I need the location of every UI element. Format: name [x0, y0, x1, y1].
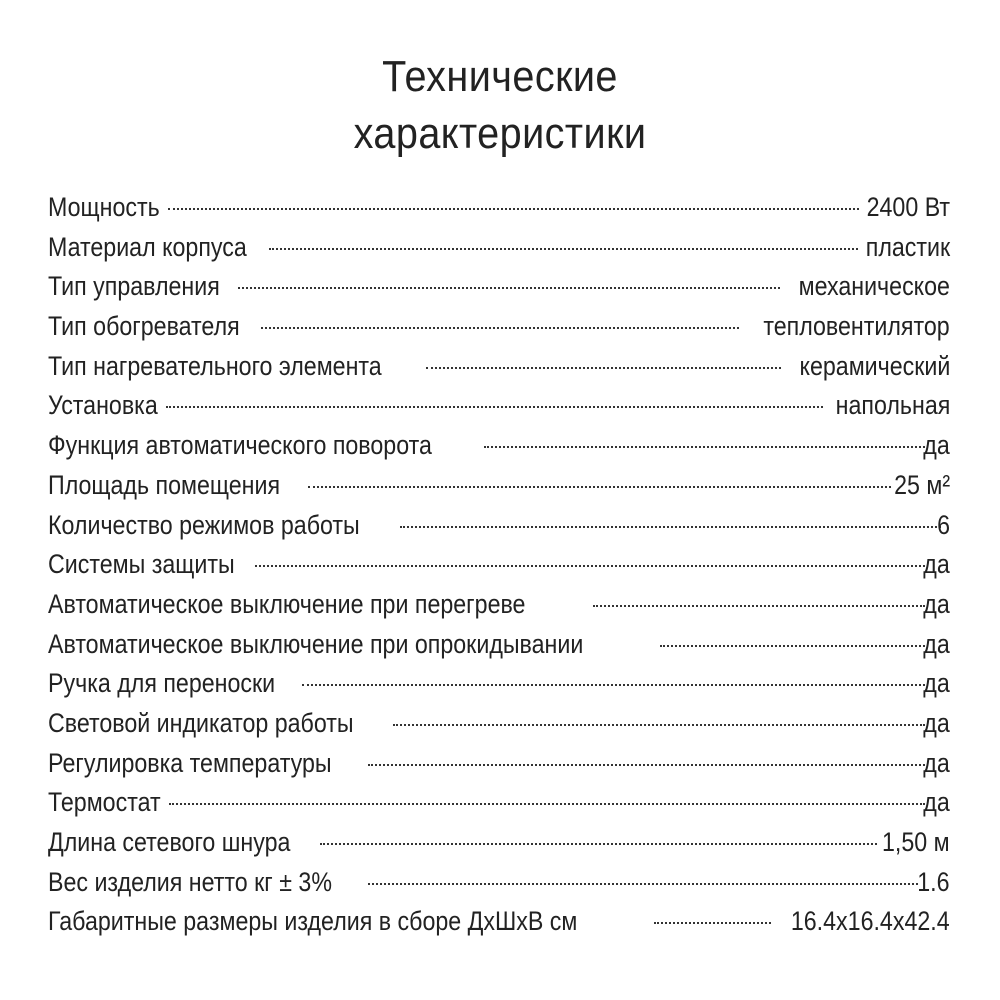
- spec-value: 16.4х16.4х42.4: [791, 906, 950, 937]
- spec-value: механическое: [798, 271, 950, 302]
- spec-label: Длина сетевого шнура: [48, 827, 291, 857]
- spec-value: керамический: [799, 350, 950, 381]
- dot-leader: [261, 327, 739, 329]
- spec-row-overheat-shutoff: [48, 585, 950, 625]
- spec-row-tipover-shutoff: [48, 625, 950, 665]
- dot-leader: [308, 486, 891, 488]
- spec-value: 2400 Вт: [866, 192, 950, 222]
- title-line-2: характеристики: [353, 109, 647, 158]
- spec-list: [48, 188, 950, 942]
- dot-leader: [393, 724, 925, 726]
- spec-row-temperature-control: [48, 744, 950, 784]
- spec-row-modes-count: [48, 506, 950, 546]
- spec-label: Автоматическое выключение при перегреве: [48, 588, 526, 619]
- spec-value: да: [923, 549, 950, 580]
- spec-label: Световой индикатор работы: [48, 707, 354, 738]
- spec-row-power: [48, 188, 950, 228]
- dot-leader: [660, 645, 925, 647]
- spec-label: Автоматическое выключение при опрокидывании: [48, 628, 584, 659]
- spec-value: да: [923, 707, 950, 738]
- dot-leader: [368, 764, 925, 766]
- spec-row-protection-systems: [48, 545, 950, 585]
- dot-leader: [166, 406, 823, 408]
- spec-value: да: [923, 747, 950, 778]
- dot-leader: [168, 208, 859, 210]
- spec-row-indicator-light: [48, 704, 950, 744]
- spec-label: Регулировка температуры: [48, 747, 332, 778]
- spec-label: Материал корпуса: [48, 231, 247, 262]
- spec-value: да: [923, 668, 950, 699]
- title-line-1: Технические: [382, 52, 618, 101]
- spec-label: Мощность: [48, 192, 160, 222]
- dot-leader: [320, 843, 877, 845]
- spec-label: Функция автоматического поворота: [48, 430, 432, 461]
- dot-leader: [654, 922, 772, 924]
- spec-row-cord-length: [48, 823, 950, 863]
- dot-leader: [400, 526, 940, 528]
- spec-row-control-type: [48, 267, 950, 307]
- dot-leader: [238, 287, 780, 289]
- spec-row-dimensions: [48, 902, 950, 942]
- spec-row-room-area: [48, 466, 950, 506]
- spec-value: напольная: [835, 390, 950, 421]
- dot-leader: [269, 248, 858, 250]
- spec-row-net-weight: [48, 863, 950, 903]
- spec-row-installation: [48, 386, 950, 426]
- spec-value: да: [923, 588, 950, 619]
- dot-leader: [169, 803, 925, 805]
- spec-label: Тип нагревательного элемента: [48, 350, 382, 381]
- spec-row-heater-type: [48, 307, 950, 347]
- page-title: [50, 48, 950, 162]
- dot-leader: [426, 367, 781, 369]
- spec-label: Тип управления: [48, 271, 220, 302]
- spec-label: Термостат: [48, 787, 161, 818]
- spec-label: Тип обогревателя: [48, 311, 240, 342]
- spec-label: Габаритные размеры изделия в сборе ДхШхВ см: [48, 906, 578, 937]
- spec-label: Ручка для переноски: [48, 668, 276, 699]
- spec-value: 6: [937, 509, 950, 540]
- spec-value: да: [923, 787, 950, 818]
- spec-label: Системы защиты: [48, 549, 235, 580]
- spec-row-thermostat: [48, 783, 950, 823]
- spec-row-housing-material: [48, 228, 950, 268]
- dot-leader: [255, 565, 925, 567]
- dot-leader: [593, 605, 925, 607]
- spec-label: Вес изделия нетто кг ± 3%: [48, 866, 332, 897]
- spec-value: да: [923, 628, 950, 659]
- dot-leader: [302, 684, 925, 686]
- dot-leader: [484, 446, 925, 448]
- dot-leader: [368, 883, 918, 885]
- spec-label: Количество режимов работы: [48, 509, 360, 540]
- spec-value: да: [923, 430, 950, 461]
- spec-row-heating-element: [48, 347, 950, 387]
- spec-label: Установка: [48, 390, 158, 421]
- spec-label: Площадь помещения: [48, 469, 281, 500]
- spec-value: 1,50 м: [882, 827, 950, 857]
- spec-row-carry-handle: [48, 664, 950, 704]
- spec-value: 25 м²: [894, 469, 950, 500]
- spec-value: пластик: [865, 231, 950, 262]
- spec-value: 1.6: [917, 866, 950, 897]
- spec-row-auto-rotation: [48, 426, 950, 466]
- spec-value: тепловентилятор: [763, 311, 950, 342]
